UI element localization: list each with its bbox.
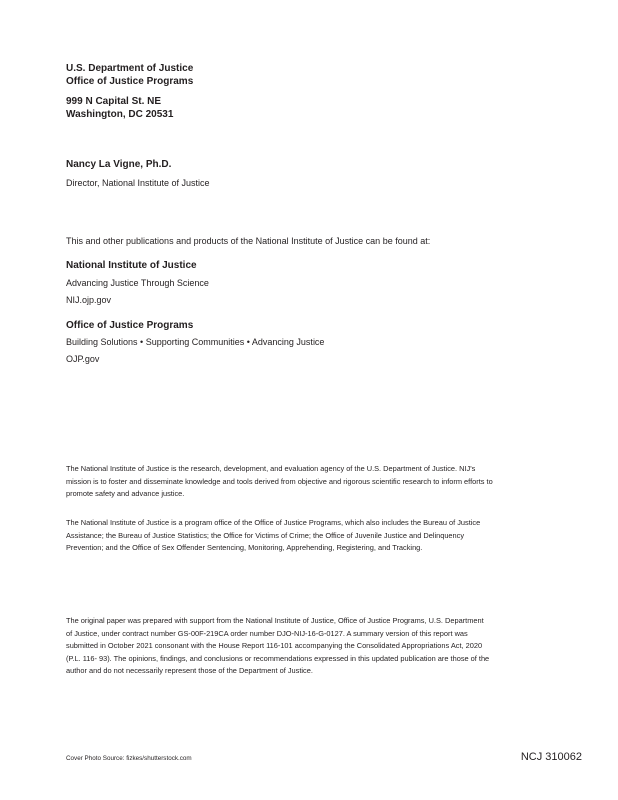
address-line: 999 N Capital St. NE: [66, 96, 162, 107]
disclaimer-line: (P.L. 116- 93). The opinions, findings, and conclusions or recommendations expressed in this updated publication are those of the: [66, 653, 490, 663]
mission-line: mission is to foster and disseminate knowledge and tools derived from objective and rigorous scientific research to inform efforts to: [66, 476, 493, 486]
director-title: Director, National Institute of Justice: [66, 178, 210, 188]
ncj-number: NCJ 310062: [520, 751, 582, 763]
disclaimer-line: of Justice, under contract number GS-00F-219CA order number DJO-NIJ-16-G-0127. A summary version of this report was: [66, 628, 468, 638]
intro-text: This and other publications and products of the National Institute of Justice can be found at:: [66, 236, 431, 246]
program-office-line: Prevention; and the Office of Sex Offender Sentencing, Monitoring, Apprehending, Registering, and Tracking.: [66, 543, 423, 553]
agency-block: [66, 62, 193, 88]
address-block: [66, 95, 173, 121]
disclaimer-line: The original paper was prepared with support from the National Institute of Justice, Office of Justice Programs, U.S. Department: [66, 616, 484, 625]
nij-name: National Institute of Justice: [66, 260, 197, 271]
program-office-line: The National Institute of Justice is a program office of the Office of Justice Programs, which also includes the Bureau of Justice: [66, 518, 481, 527]
program-office-line: Assistance; the Bureau of Justice Statistics; the Office for Victims of Crime; the Office of Juvenile Justice and Delinquency: [66, 530, 465, 540]
mission-paragraph: [66, 463, 556, 501]
disclaimer-line: submitted in October 2021 consonant with the House Report 116-101 accompanying the Consolidated Appropriations Act, 2020: [66, 641, 483, 651]
ojp-name: Office of Justice Programs: [66, 320, 194, 331]
agency-line: Office of Justice Programs: [66, 76, 194, 87]
mission-line: The National Institute of Justice is the research, development, and evaluation agency of the U.S. Department of Justice. NIJ's: [66, 464, 476, 473]
disclaimer-line: author and do not necessarily represent those of the Department of Justice.: [66, 666, 313, 676]
ojp-tagline: Building Solutions • Supporting Communities • Advancing Justice: [66, 337, 325, 347]
nij-url: NIJ.ojp.gov: [66, 295, 112, 305]
program-office-paragraph: [66, 517, 556, 555]
agency-line: U.S. Department of Justice: [66, 63, 194, 74]
nij-tagline: Advancing Justice Through Science: [66, 278, 209, 288]
address-line: Washington, DC 20531: [66, 109, 174, 120]
photo-credit: Cover Photo Source: fizkes/shutterstock.com: [66, 755, 192, 762]
disclaimer-paragraph: [66, 615, 556, 678]
mission-line: promote safety and advance justice.: [66, 489, 185, 499]
director-name: Nancy La Vigne, Ph.D.: [66, 159, 172, 170]
ojp-url: OJP.gov: [66, 354, 100, 364]
